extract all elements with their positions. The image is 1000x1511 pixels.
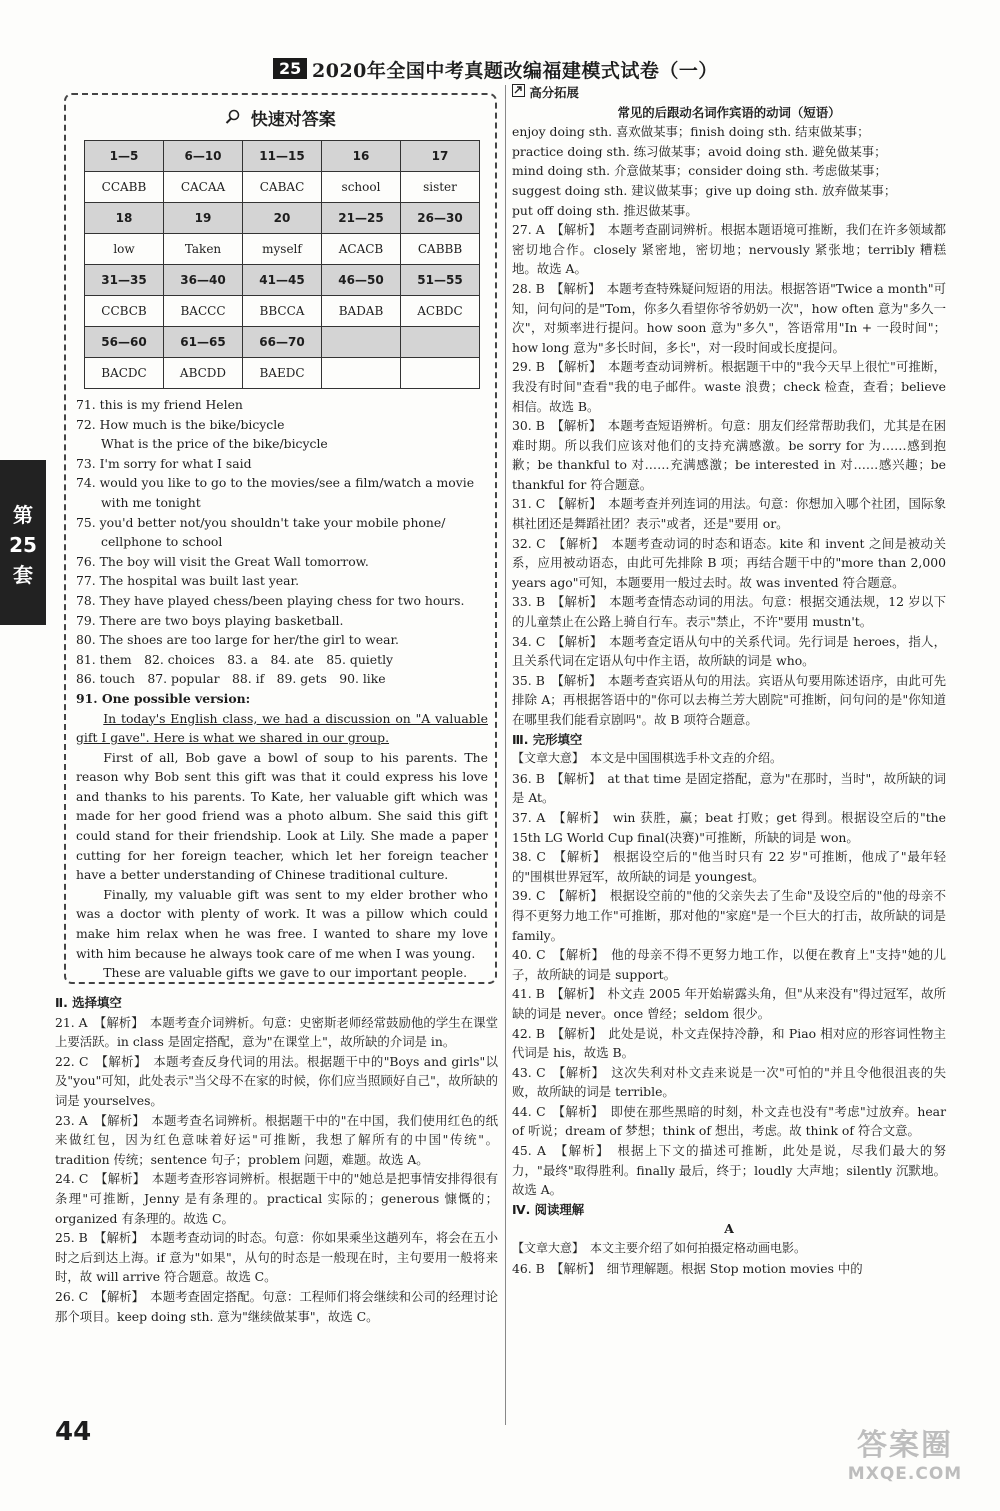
explanation-item: 39. C 【解析】 根据设空前的"他的父亲失去了生命"及设空后的"他的母亲不得不更努力地工作"可推断，那对他的"家庭"是一个巨大的打击，故所缺的词是 family。	[512, 888, 946, 943]
table-row	[85, 141, 480, 172]
table-cell: CCBCB	[85, 296, 164, 327]
answer-line: What is the price of the bike/bicycle	[101, 436, 328, 452]
section-heading: Ⅳ. 阅读理解	[512, 1201, 585, 1217]
table-cell: 51—55	[401, 265, 480, 296]
quick-answers-title-text: 快速对答案	[250, 110, 336, 130]
answer-line: 75. you'd better not/you shouldn't take your mobile phone/	[76, 514, 446, 530]
explanation-item: 22. C 【解析】 本题考查反身代词的用法。根据题干中的"Boys and girls"以及"you"可知，此处表示"当父母不在家的时候，你们应当照顾好自己"，故所缺的词是 yourselves。	[55, 1053, 498, 1108]
table-cell: ACACB	[322, 234, 401, 265]
explanation-item: 44. C 【解析】 即使在那些黑暗的时刻，朴文垚也没有"考虑"过放弃。hear of 听说；dream of 梦想；think of 想出，考虑。故 think of 符合文意。	[512, 1103, 946, 1139]
explanation-item: 26. C 【解析】 本题考查固定搭配。句意：工程师们将会继续和公司的经理讨论那个项目。keep doing sth. 意为"继续做某事"，故选 C。	[55, 1288, 498, 1324]
table-cell: 66—70	[243, 327, 322, 358]
answer-line: 71. this is my friend Helen	[76, 397, 243, 412]
main-idea: 【文章大意】 本文主要介绍了如何拍摄定格动画电影。	[512, 1241, 807, 1256]
page-header	[0, 56, 1000, 82]
watermark-logo	[820, 1420, 990, 1484]
column-divider	[505, 85, 506, 1425]
watermark-line: MXQE.COM	[847, 1464, 963, 1484]
explanation-item: 25. B 【解析】 本题考查动词的时态。句意：你如果乘坐这趟列车，将会在五小时之后到达上海。if 意为"如果"，从句的时态是一般现在时，主句要用一般将来时，故 will arrive 符合题意。故选 C。	[55, 1230, 498, 1285]
extend-title: 高分拓展	[529, 85, 579, 100]
section-heading: Ⅱ. 选择填空	[55, 995, 122, 1010]
explanation-item: 34. C 【解析】 本题考查定语从句中的关系代词。先行词是 heroes，指人，且关系代词在定语从句中作主语，故所缺的词是 who。	[512, 633, 946, 669]
table-cell: CCABB	[85, 172, 164, 203]
table-cell	[322, 358, 401, 389]
table-row	[85, 265, 480, 296]
answer-line: 77. The hospital was built last year.	[76, 573, 300, 589]
explanation-item: 31. C 【解析】 本题考查并列连词的用法。句意：你想加入哪个社团，国际象棋社团还是舞蹈社团？表示"或者，还是"要用 or。	[512, 496, 946, 532]
table-cell: ACBDC	[401, 296, 480, 327]
table-cell: 18	[85, 203, 164, 234]
explanation-item: 43. C 【解析】 这次失利对朴文垚来说是一次"可怕的"并且令他很沮丧的失败，故所缺的词是 terrible。	[512, 1064, 946, 1100]
side-tab-char-2: 25	[9, 533, 37, 557]
table-cell: 41—45	[243, 265, 322, 296]
paper-title: 2020年全国中考真题改编福建模式试卷（一）	[312, 60, 718, 82]
table-cell: CABAC	[243, 172, 322, 203]
table-cell: BADAB	[322, 296, 401, 327]
table-cell: 56—60	[85, 327, 164, 358]
answer-table	[84, 140, 480, 389]
extend-line: enjoy doing sth. 喜欢做某事；finish doing sth. 结束做某事；	[512, 124, 870, 140]
explanation-item: 21. A 【解析】 本题考查介词辨析。句意：史密斯老师经常鼓励他的学生在课堂上要活跃。in class 是固定搭配，意为"在课堂上"，故所缺的介词是 in。	[55, 1014, 498, 1050]
essay-intro: In today's English class, we had a discussion on "A valuable gift I gave". Here is what we shared in our group.	[76, 710, 488, 746]
extend-heading	[512, 83, 946, 103]
table-cell: ABCDD	[164, 358, 243, 389]
answer-line: 76. The boy will visit the Great Wall tomorrow.	[76, 553, 369, 569]
extend-subtitle: 常见的后跟动名词作宾语的动词（短语）	[617, 104, 841, 120]
magnifier-icon	[225, 110, 247, 129]
quick-answers-title	[66, 105, 495, 130]
answer-line: cellphone to school	[101, 534, 223, 550]
table-cell: CACAA	[164, 172, 243, 203]
explanation-item: 42. B 【解析】 此处是说，朴文垚保持冷静，和 Piao 相对应的形容词性物主代词是 his，故选 B。	[512, 1025, 946, 1061]
explanation-item: 41. B 【解析】 朴文垚 2005 年开始崭露头角，但"从来没有"得过冠军，故所缺的词是 never。once 曾经；seldom 很少。	[512, 986, 946, 1021]
answer-line: 79. There are two boys playing basketball.	[76, 612, 344, 628]
section-heading: Ⅲ. 完形填空	[512, 731, 583, 747]
table-cell: 20	[243, 203, 322, 234]
explanation-item: 37. A 【解析】 win 获胜，赢；beat 打败；get 得到。根据设空后的"the 15th LG World Cup final(决赛)"可推断，所缺的词是 won。	[512, 809, 946, 845]
extend-line: practice doing sth. 练习做某事；avoid doing sth. 避免做某事；	[512, 143, 887, 159]
table-cell: 26—30	[401, 203, 480, 234]
side-tab-char-3: 套	[13, 563, 33, 587]
explanation-item: 46. B 【解析】 细节理解题。根据 Stop motion movies 中的	[512, 1260, 863, 1276]
table-cell: school	[322, 172, 401, 203]
table-row	[85, 296, 480, 327]
explanation-item: 40. C 【解析】 他的母亲不得不更努力地工作，以便在教育上"支持"她的儿子，故所缺的词是 support。	[512, 947, 946, 982]
passage-label: A	[724, 1221, 734, 1237]
set-number-badge: 25	[273, 58, 307, 79]
essay-paragraph: These are valuable gifts we gave to our important people.	[103, 965, 468, 981]
table-cell: 46—50	[322, 265, 401, 296]
table-row	[85, 327, 480, 358]
answer-line: 74. would you like to go to the movies/see a film/watch a movie	[76, 475, 475, 491]
essay-paragraph: First of all, Bob gave a bowl of soup to his parents. The reason why Bob sent this gift was that it could express his love and thanks to his parents. To Kate, her valuable gift which was made for her good friend was a photo album. She said this gift could stand for their friendship. Look at Lily. She made a paper cutting for her foreign teacher, which let her foreign teacher have a better understanding of Chinese traditional culture.	[76, 749, 488, 883]
table-cell: CABBB	[401, 234, 480, 265]
extend-line: mind doing sth. 介意做某事；consider doing sth. 考虑做某事；	[512, 163, 887, 179]
explanation-item: 33. B 【解析】 本题考查情态动词的用法。句意：根据交通法规，12 岁以下的儿童禁止在公路上骑自行车。表示"禁止，不许"要用 mustn't。	[512, 594, 946, 630]
table-cell: 36—40	[164, 265, 243, 296]
watermark-line: 答案圈	[857, 1428, 953, 1463]
table-cell: 31—35	[85, 265, 164, 296]
table-row	[85, 203, 480, 234]
answer-line: 73. I'm sorry for what I said	[76, 455, 252, 471]
table-row	[85, 172, 480, 203]
table-cell: 11—15	[243, 141, 322, 172]
table-cell: myself	[243, 234, 322, 265]
answer-line: 91. One possible version:	[76, 690, 251, 706]
answer-line: 86. touch 87. popular 88. if 89. gets 90. like	[76, 671, 386, 687]
answer-line: 72. How much is the bike/bicycle	[76, 416, 285, 432]
table-cell	[322, 327, 401, 358]
table-cell: 1—5	[85, 141, 164, 172]
side-tab	[0, 460, 46, 625]
table-cell: BBCCA	[243, 296, 322, 327]
explanation-item: 45. A 【解析】 根据上下文的描述可推断，此处是说，尽我们最大的努力，"最终"取得胜利。finally 最后，终于；loudly 大声地；silently 沉默地。故选 A。	[512, 1143, 946, 1198]
table-cell: 17	[401, 141, 480, 172]
explanation-item: 30. B 【解析】 本题考查短语辨析。句意：朋友们经常帮助我们，尤其是在困难时期。所以我们应该对他们的支持充满感激。be sorry for 为……感到抱歉；be thankful to 对……充满感激；be interested in 对……感兴趣；be thankful for 符合题意。	[512, 418, 946, 492]
table-cell: Taken	[164, 234, 243, 265]
main-idea: 【文章大意】 本文是中国围棋选手朴文垚的介绍。	[512, 751, 783, 766]
explanation-item: 35. B 【解析】 本题考查宾语从句的用法。宾语从句要用陈述语序，由此可先排除 A；再根据答语中的"你可以去梅兰芳大剧院"可推断，问句问的是"你知道在哪里我们能看京剧吗"。故 B 项符合题意。	[512, 672, 946, 727]
table-cell	[401, 327, 480, 358]
page-number: 44	[55, 1417, 92, 1447]
table-cell: 6—10	[164, 141, 243, 172]
explanation-item: 28. B 【解析】 本题考查特殊疑问短语的用法。根据答语"Twice a month"可知，问句问的是"Tom，你多久看望你爷爷奶奶一次"，how often 意为"多久一次"，对频率进行提问。how soon 意为"多久"，答语常用"In + 一段时间"；how long 意为"多长时间，多长"，对一段时间或长度提问。	[512, 280, 946, 355]
answer-line: 81. them 82. choices 83. a 84. ate 85. quietly	[76, 651, 394, 667]
explanation-item: 32. C 【解析】 本题考查动词的时态和语态。kite 和 invent 之间是被动关系，应用被动语态，由此可先排除 B 项；再结合题干中的"more than 2,000 years ago"可知，本题要用一般过去时。故 was invented 符合题意。	[512, 535, 946, 590]
extend-line: put off doing sth. 推迟做某事。	[512, 202, 698, 218]
left-column	[55, 993, 498, 1326]
explanation-item: 36. B 【解析】 at that time 是固定搭配，意为"在那时，当时"，故所缺的词是 At。	[512, 770, 946, 806]
table-cell: 16	[322, 141, 401, 172]
table-cell: BACCC	[164, 296, 243, 327]
explanation-item: 23. A 【解析】 本题考查名词辨析。根据题干中的"在中国，我们使用红色的纸来做红包，因为红色意味着好运"可推断，我想了解所有的中国"传统"。tradition 传统；sentence 句子；problem 问题，难题。故选 A。	[55, 1112, 498, 1167]
table-cell: BACDC	[85, 358, 164, 389]
quick-answers-box	[64, 93, 497, 984]
table-row	[85, 358, 480, 389]
table-cell: BAEDC	[243, 358, 322, 389]
side-tab-char-1: 第	[13, 503, 33, 527]
table-cell: 61—65	[164, 327, 243, 358]
table-cell: sister	[401, 172, 480, 203]
explanation-item: 29. B 【解析】 本题考查动词辨析。根据题干中的"我今天早上很忙"可推断，我没有时间"查看"我的电子邮件。waste 浪费；check 检查，查看；believe 相信。故选 B。	[512, 359, 946, 414]
table-row	[85, 234, 480, 265]
extend-line: suggest doing sth. 建议做某事；give up doing sth. 放弃做某事；	[512, 182, 897, 198]
short-answers	[76, 395, 488, 983]
explanation-item: 38. C 【解析】 根据设空后的"他当时只有 22 岁"可推断，他成了"最年轻的"围棋世界冠军，故所缺的词是 youngest。	[512, 849, 946, 884]
expand-icon	[512, 85, 529, 100]
table-cell: 21—25	[322, 203, 401, 234]
answer-line: 78. They have played chess/been playing chess for two hours.	[76, 592, 465, 608]
answer-line: 80. The shoes are too large for her/the girl to wear.	[76, 632, 399, 648]
right-column	[512, 83, 946, 1278]
table-cell	[401, 358, 480, 389]
table-cell: 19	[164, 203, 243, 234]
explanation-item: 27. A 【解析】 本题考查副词辨析。根据本题语境可推断，我们在许多领域都密切地合作。closely 紧密地，密切地；nervously 紧张地；terribly 糟糕地。故选 A。	[512, 222, 946, 277]
essay-paragraph: Finally, my valuable gift was sent to my elder brother who was a doctor with plenty of work. It was a pillow which could make him relax when he was free. I wanted to share my love with him because he always took care of me when I was young.	[76, 886, 488, 961]
answer-line: with me tonight	[101, 494, 201, 510]
explanation-item: 24. C 【解析】 本题考查形容词辨析。根据题干中的"她总是把事情安排得很有条理"可推断，Jenny 是有条理的。practical 实际的；generous 慷慨的；organized 有条理的。故选 C。	[55, 1171, 498, 1226]
table-cell: low	[85, 234, 164, 265]
